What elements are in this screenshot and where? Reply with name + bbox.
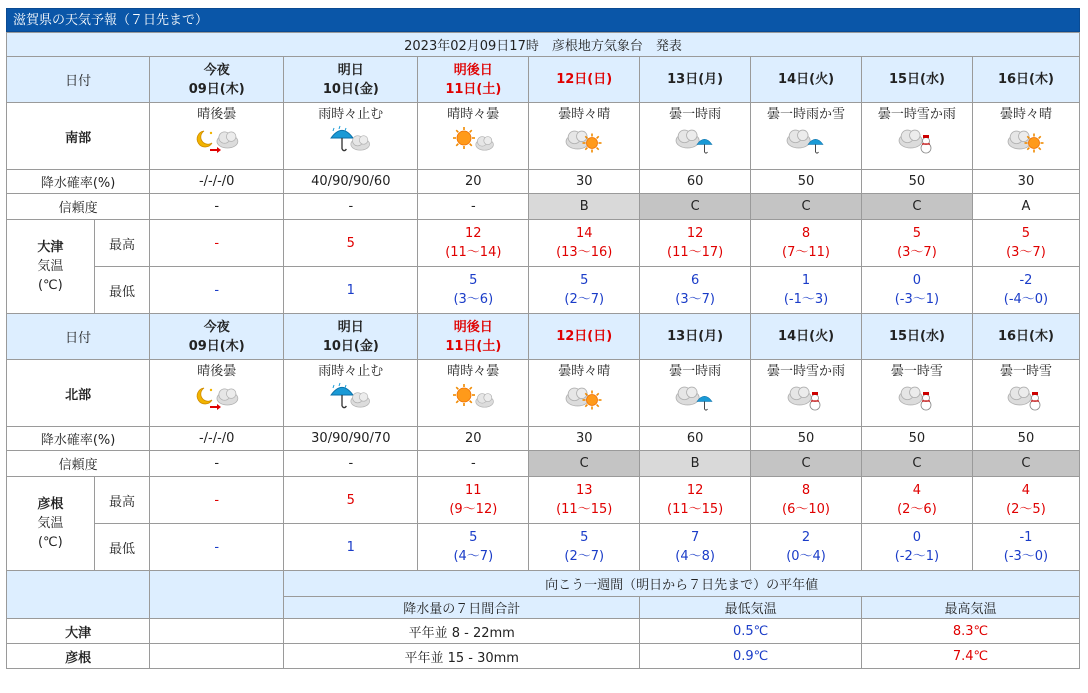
max-temp-cell xyxy=(150,220,284,267)
max-temp-cell xyxy=(751,477,862,524)
reliability-value: C xyxy=(751,451,862,477)
date-cell xyxy=(418,314,529,360)
weather-cell xyxy=(284,360,418,427)
normals-row xyxy=(7,644,1080,669)
min-temp-cell xyxy=(640,267,751,314)
min-temp-cell xyxy=(972,267,1079,314)
weather-cell xyxy=(751,103,862,170)
panel-title: 滋賀県の天気予報（７日先まで） xyxy=(6,8,1080,32)
temp-city-cell xyxy=(7,477,95,571)
normals-city: 大津 xyxy=(7,619,150,644)
date-day-value: 11日(土) xyxy=(445,81,502,97)
min-temp-cell xyxy=(861,524,972,571)
reliability-value: - xyxy=(284,451,418,477)
date-day-label: 今夜 xyxy=(203,62,230,78)
max-temp-value: 13 xyxy=(575,483,593,498)
reliability-value: C xyxy=(972,451,1079,477)
reliability-value: B xyxy=(529,194,640,220)
min-temp-range: (2～7) xyxy=(564,292,605,307)
max-temp-value: 8 xyxy=(801,226,811,241)
reliability-value: C xyxy=(529,451,640,477)
cloud-snowman-icon xyxy=(892,382,942,412)
weather-row xyxy=(7,360,1080,427)
weather-text: 曇一時雨 xyxy=(669,107,722,122)
max-temp-row xyxy=(7,220,1080,267)
min-temp-range: (0～4) xyxy=(786,549,826,564)
normals-header-row xyxy=(7,571,1080,597)
min-temp-value: -2 xyxy=(1019,273,1033,288)
pop-value: 20 xyxy=(418,170,529,194)
weather-text: 晴時々曇 xyxy=(447,107,500,122)
issued-text: 2023年02月09日17時 彦根地方気象台 発表 xyxy=(7,33,1080,57)
max-temp-value: 11 xyxy=(465,483,482,498)
max-temp-cell xyxy=(284,477,418,524)
temp-unit-label: (℃) xyxy=(37,278,63,293)
reliability-value: C xyxy=(861,451,972,477)
reliability-value: C xyxy=(861,194,972,220)
weather-cell xyxy=(529,360,640,427)
cloud-sun-icon xyxy=(1001,125,1051,155)
date-cell xyxy=(861,314,972,360)
weather-text: 曇一時雪 xyxy=(999,364,1052,379)
reliability-value: - xyxy=(418,451,529,477)
date-day-value: 16日(木) xyxy=(997,329,1054,344)
reliability-value: A xyxy=(972,194,1079,220)
max-temp-range: (2～5) xyxy=(1006,502,1046,517)
weather-text: 雨時々止む xyxy=(318,107,384,122)
max-temp-value: 5 xyxy=(346,492,355,508)
max-temp-value: 12 xyxy=(686,226,704,241)
pop-value: 50 xyxy=(861,170,972,194)
max-temp-value: 14 xyxy=(575,226,593,241)
date-day-label: 明日 xyxy=(337,319,364,335)
normals-blank-cell xyxy=(150,619,284,644)
min-temp-range: (4～7) xyxy=(453,549,494,564)
min-label: 最低 xyxy=(94,524,149,571)
min-temp-value: 6 xyxy=(690,273,700,288)
min-temp-cell xyxy=(150,524,284,571)
pop-value: 60 xyxy=(640,170,751,194)
min-temp-range: (2～7) xyxy=(564,549,605,564)
max-temp-cell xyxy=(640,220,751,267)
issued-row xyxy=(7,33,1080,57)
date-row xyxy=(7,57,1080,103)
cloud-snowman-icon xyxy=(781,382,831,412)
date-day-value: 16日(木) xyxy=(997,72,1054,87)
min-temp-range: (4～8) xyxy=(675,549,715,564)
weather-text: 晴後曇 xyxy=(197,107,237,122)
date-label: 日付 xyxy=(7,314,150,360)
min-temp-value: 0 xyxy=(912,530,922,545)
weather-cell xyxy=(861,360,972,427)
weather-cell xyxy=(861,103,972,170)
normals-blank-cell xyxy=(150,571,284,619)
cloud-umbrella-icon xyxy=(670,382,720,412)
sun-cloud-icon xyxy=(448,125,498,155)
weather-cell xyxy=(640,103,751,170)
min-temp-cell xyxy=(640,524,751,571)
weather-text: 曇一時雪か雨 xyxy=(767,364,846,379)
max-temp-cell xyxy=(861,220,972,267)
min-temp-value: 5 xyxy=(580,273,589,288)
max-temp-range: (3～7) xyxy=(897,245,937,260)
umbrella-cloud-icon xyxy=(326,125,376,155)
pop-value: -/-/-/0 xyxy=(150,170,284,194)
max-temp-value: - xyxy=(214,492,220,508)
weather-cell xyxy=(972,103,1079,170)
max-temp-value: - xyxy=(214,235,220,251)
city-name: 彦根 xyxy=(37,497,64,512)
pop-value: 30 xyxy=(529,427,640,451)
temp-unit-label: (℃) xyxy=(37,535,63,550)
min-temp-value: 0 xyxy=(912,273,922,288)
date-cell xyxy=(529,314,640,360)
reliability-value: - xyxy=(150,451,284,477)
pop-row xyxy=(7,427,1080,451)
normals-city: 彦根 xyxy=(7,644,150,669)
umbrella-cloud-icon xyxy=(326,382,376,412)
normals-blank-cell xyxy=(150,644,284,669)
max-normal-label: 最高気温 xyxy=(861,597,1079,619)
weather-text: 晴後曇 xyxy=(197,364,237,379)
pop-value: 30 xyxy=(529,170,640,194)
pop-value: 50 xyxy=(861,427,972,451)
max-temp-range: (13～16) xyxy=(556,245,613,260)
max-label: 最高 xyxy=(94,477,149,524)
date-day-value: 09日(木) xyxy=(188,81,245,97)
min-temp-range: (-3～0) xyxy=(1003,549,1049,564)
reliability-row xyxy=(7,451,1080,477)
pop-value: 30/90/90/70 xyxy=(284,427,418,451)
date-cell xyxy=(529,57,640,103)
min-temp-value: 7 xyxy=(690,530,700,545)
max-temp-value: 4 xyxy=(1021,483,1031,498)
min-temp-value: 1 xyxy=(801,273,811,288)
max-temp-range: (2～6) xyxy=(897,502,937,517)
normals-precip: 平年並 8 - 22mm xyxy=(284,619,640,644)
date-cell xyxy=(150,314,284,360)
reliability-value: - xyxy=(150,194,284,220)
date-day-label: 明後日 xyxy=(453,62,493,78)
date-day-label: 明日 xyxy=(337,62,364,78)
temp-city-cell xyxy=(7,220,95,314)
weather-text: 曇一時雪か雨 xyxy=(877,107,956,122)
date-label: 日付 xyxy=(7,57,150,103)
reliability-value: - xyxy=(418,194,529,220)
moon-then-cloud-icon xyxy=(192,125,242,155)
date-row xyxy=(7,314,1080,360)
date-cell xyxy=(972,57,1079,103)
weather-row xyxy=(7,103,1080,170)
normals-blank-cell xyxy=(7,571,150,619)
max-temp-value: 4 xyxy=(912,483,922,498)
pop-value: 40/90/90/60 xyxy=(284,170,418,194)
date-day-value: 13日(月) xyxy=(667,72,724,87)
date-cell xyxy=(418,57,529,103)
region-name: 南部 xyxy=(7,103,150,170)
max-temp-cell xyxy=(529,477,640,524)
min-temp-cell xyxy=(751,267,862,314)
pop-value: 30 xyxy=(972,170,1079,194)
max-temp-value: 8 xyxy=(801,483,811,498)
max-temp-cell xyxy=(529,220,640,267)
weather-text: 曇時々晴 xyxy=(999,107,1052,122)
pop-row xyxy=(7,170,1080,194)
date-cell xyxy=(284,314,418,360)
max-temp-range: (11～15) xyxy=(556,502,613,517)
city-name: 大津 xyxy=(37,240,64,255)
max-temp-range: (7～11) xyxy=(782,245,831,260)
min-temp-cell xyxy=(284,267,418,314)
weather-cell xyxy=(150,103,284,170)
min-temp-row xyxy=(7,267,1080,314)
reliability-label: 信頼度 xyxy=(7,451,150,477)
max-temp-range: (11～15) xyxy=(667,502,724,517)
max-temp-range: (9～12) xyxy=(449,502,498,517)
max-temp-cell xyxy=(284,220,418,267)
min-temp-range: (3～6) xyxy=(453,292,494,307)
min-temp-range: (-1～3) xyxy=(783,292,829,307)
min-temp-range: (-4～0) xyxy=(1003,292,1049,307)
min-normal-label: 最低気温 xyxy=(640,597,862,619)
date-day-label: 今夜 xyxy=(203,319,230,335)
pop-value: 20 xyxy=(418,427,529,451)
min-temp-value: 5 xyxy=(469,273,478,288)
date-day-value: 15日(水) xyxy=(888,329,945,344)
max-temp-cell xyxy=(640,477,751,524)
min-temp-cell xyxy=(284,524,418,571)
reliability-value: C xyxy=(751,194,862,220)
weather-cell xyxy=(972,360,1079,427)
weather-text: 晴時々曇 xyxy=(447,364,500,379)
min-temp-value: 2 xyxy=(801,530,811,545)
cloud-umbrella-icon xyxy=(781,125,831,155)
max-temp-value: 5 xyxy=(346,235,355,251)
max-temp-cell xyxy=(418,220,529,267)
date-day-value: 14日(火) xyxy=(778,329,835,344)
min-temp-cell xyxy=(751,524,862,571)
forecast-table xyxy=(6,32,1080,669)
min-temp-cell xyxy=(972,524,1079,571)
min-temp-value: - xyxy=(214,539,220,555)
min-temp-cell xyxy=(529,524,640,571)
weather-text: 曇一時雪 xyxy=(890,364,943,379)
max-temp-value: 12 xyxy=(465,226,482,241)
reliability-label: 信頼度 xyxy=(7,194,150,220)
temp-label: 気温 xyxy=(37,516,64,531)
pop-label: 降水確率(%) xyxy=(7,170,150,194)
normals-precip: 平年並 15 - 30mm xyxy=(284,644,640,669)
date-day-value: 12日(日) xyxy=(556,329,613,344)
weather-text: 雨時々止む xyxy=(318,364,384,379)
weather-text: 曇時々晴 xyxy=(558,107,611,122)
normals-min: 0.9℃ xyxy=(640,644,862,669)
normals-max: 7.4℃ xyxy=(861,644,1079,669)
min-temp-range: (-3～1) xyxy=(894,292,940,307)
date-day-value: 12日(日) xyxy=(556,72,613,87)
weather-cell xyxy=(284,103,418,170)
min-temp-cell xyxy=(529,267,640,314)
cloud-snowman-icon xyxy=(892,125,942,155)
reliability-value: B xyxy=(640,451,751,477)
pop-label: 降水確率(%) xyxy=(7,427,150,451)
min-temp-cell xyxy=(418,267,529,314)
date-cell xyxy=(640,57,751,103)
date-cell xyxy=(640,314,751,360)
max-temp-cell xyxy=(972,220,1079,267)
forecast-panel xyxy=(6,8,1080,669)
min-temp-value: 1 xyxy=(346,282,355,298)
date-day-value: 14日(火) xyxy=(778,72,835,87)
max-temp-cell xyxy=(751,220,862,267)
normals-min: 0.5℃ xyxy=(640,619,862,644)
reliability-value: - xyxy=(284,194,418,220)
max-temp-range: (6～10) xyxy=(782,502,831,517)
date-cell xyxy=(284,57,418,103)
cloud-sun-icon xyxy=(559,382,609,412)
min-temp-cell xyxy=(150,267,284,314)
date-day-value: 09日(木) xyxy=(188,338,245,354)
precip-label: 降水量の７日間合計 xyxy=(284,597,640,619)
weather-cell xyxy=(529,103,640,170)
weather-text: 曇時々晴 xyxy=(558,364,611,379)
date-cell xyxy=(972,314,1079,360)
max-temp-cell xyxy=(150,477,284,524)
moon-then-cloud-icon xyxy=(192,382,242,412)
weather-cell xyxy=(751,360,862,427)
cloud-snowman-icon xyxy=(1001,382,1051,412)
min-temp-value: -1 xyxy=(1019,530,1033,545)
date-day-value: 10日(金) xyxy=(322,81,379,97)
date-day-value: 10日(金) xyxy=(322,338,379,354)
date-cell xyxy=(150,57,284,103)
pop-value: 60 xyxy=(640,427,751,451)
weather-cell xyxy=(418,360,529,427)
max-temp-cell xyxy=(418,477,529,524)
date-day-value: 13日(月) xyxy=(667,329,724,344)
max-temp-cell xyxy=(972,477,1079,524)
min-label: 最低 xyxy=(94,267,149,314)
date-cell xyxy=(861,57,972,103)
pop-value: 50 xyxy=(751,427,862,451)
date-day-value: 11日(土) xyxy=(445,338,502,354)
min-temp-range: (3～7) xyxy=(675,292,715,307)
weather-cell xyxy=(150,360,284,427)
normals-max: 8.3℃ xyxy=(861,619,1079,644)
sun-cloud-icon xyxy=(448,382,498,412)
reliability-row xyxy=(7,194,1080,220)
max-temp-row xyxy=(7,477,1080,524)
min-temp-cell xyxy=(861,267,972,314)
temp-label: 気温 xyxy=(37,259,64,274)
date-day-label: 明後日 xyxy=(453,319,493,335)
weather-cell xyxy=(640,360,751,427)
normals-title: 向こう一週間（明日から７日先まで）の平年値 xyxy=(284,571,1080,597)
min-temp-range: (-2～1) xyxy=(894,549,940,564)
weather-text: 曇一時雨か雪 xyxy=(767,107,846,122)
date-cell xyxy=(751,314,862,360)
pop-value: 50 xyxy=(751,170,862,194)
pop-value: 50 xyxy=(972,427,1079,451)
max-temp-value: 5 xyxy=(1021,226,1031,241)
pop-value: -/-/-/0 xyxy=(150,427,284,451)
max-label: 最高 xyxy=(94,220,149,267)
max-temp-range: (3～7) xyxy=(1006,245,1046,260)
date-day-value: 15日(水) xyxy=(888,72,945,87)
min-temp-row xyxy=(7,524,1080,571)
max-temp-value: 5 xyxy=(912,226,922,241)
weather-cell xyxy=(418,103,529,170)
cloud-umbrella-icon xyxy=(670,125,720,155)
date-cell xyxy=(751,57,862,103)
min-temp-cell xyxy=(418,524,529,571)
weather-text: 曇一時雨 xyxy=(669,364,722,379)
min-temp-value: 5 xyxy=(580,530,589,545)
max-temp-range: (11～14) xyxy=(445,245,502,260)
max-temp-value: 12 xyxy=(686,483,704,498)
min-temp-value: 1 xyxy=(346,539,355,555)
normals-row xyxy=(7,619,1080,644)
region-name: 北部 xyxy=(7,360,150,427)
max-temp-cell xyxy=(861,477,972,524)
cloud-sun-icon xyxy=(559,125,609,155)
min-temp-value: - xyxy=(214,282,220,298)
min-temp-value: 5 xyxy=(469,530,478,545)
max-temp-range: (11～17) xyxy=(667,245,724,260)
reliability-value: C xyxy=(640,194,751,220)
